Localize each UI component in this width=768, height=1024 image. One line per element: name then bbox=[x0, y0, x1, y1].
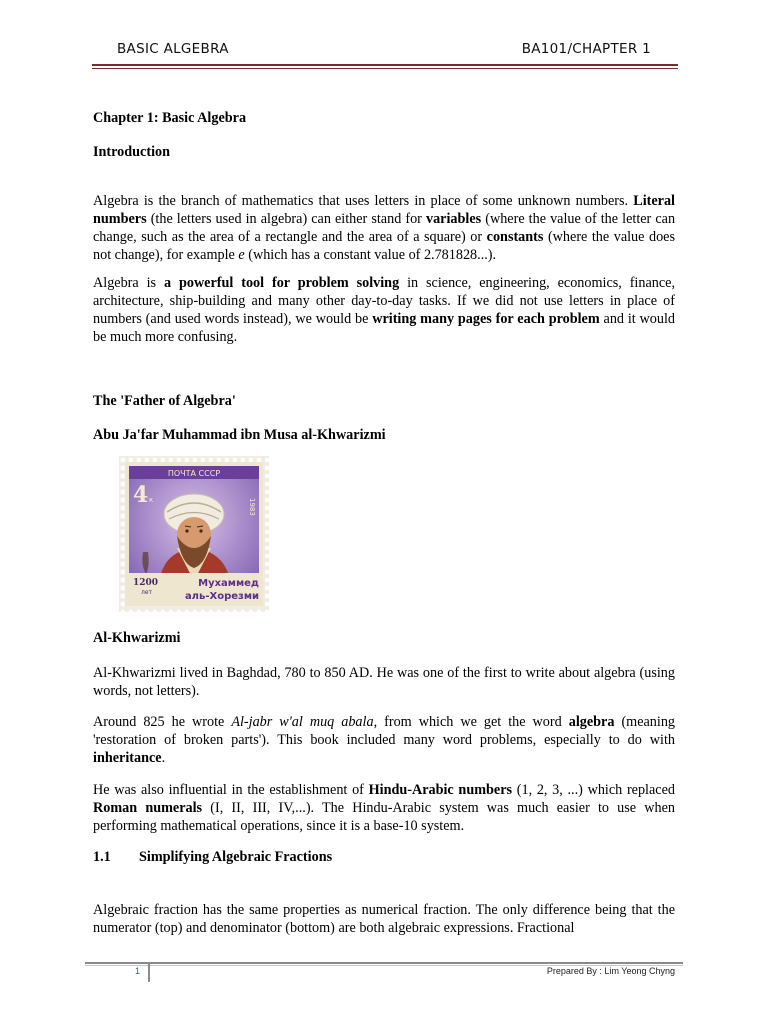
term-inheritance: inheritance bbox=[93, 750, 162, 766]
header-rule-thin bbox=[92, 68, 678, 69]
stamp-top-text: ПОЧТА СССР bbox=[167, 469, 221, 478]
emphasis-text: a powerful tool for problem solving bbox=[163, 275, 400, 291]
text-run: in science, engineering, economics, finance, architecture, ship-building and many other day-to-day tasks. If we did not use letters in place of numbers (and used words instead), we would be bbox=[93, 275, 676, 327]
text-run: and it would be much more confusing. bbox=[93, 311, 676, 345]
text-run: Around 825 he wrote bbox=[93, 714, 225, 730]
text-run: (meaning 'restoration of broken parts'). This book included many word problems, especially to do with bbox=[93, 714, 676, 748]
text-run: . bbox=[161, 750, 166, 766]
chapter-title: Chapter 1: Basic Algebra bbox=[93, 110, 247, 126]
person-name-heading: Abu Ja'far Muhammad ibn Musa al-Khwarizmi bbox=[93, 427, 386, 443]
alkhwarizmi-heading: Al-Khwarizmi bbox=[93, 630, 181, 646]
text-run: Algebra is bbox=[93, 275, 157, 291]
stamp-anniversary-unit: лет bbox=[141, 589, 153, 596]
emphasis-text: writing many pages for each problem bbox=[372, 311, 600, 327]
text-run: (1, 2, 3, ...) which replaced bbox=[516, 782, 675, 798]
text-run: Algebra is the branch of mathematics that uses letters in place of some unknown numbers. bbox=[93, 193, 629, 209]
text-run: (where the value does not change), for example bbox=[93, 229, 675, 263]
header-rule bbox=[92, 64, 678, 66]
alkhwarizmi-paragraph-2 bbox=[93, 713, 675, 767]
text-run: He was also influential in the establishment of bbox=[93, 782, 364, 798]
section-paragraph-1: Algebraic fraction has the same properties as numerical fraction. The only difference being that the numerator (top) and denominator (bottom) are both algebraic expressions. Fractional bbox=[93, 902, 675, 936]
stamp-value-unit: к bbox=[149, 496, 154, 504]
text-run: (where the value of the letter can change, such as the area of a rectangle and the area of a square) or bbox=[93, 211, 676, 245]
text-run: , from which we get the word bbox=[373, 714, 562, 730]
alkhwarizmi-paragraph-3 bbox=[93, 781, 675, 835]
constant-e: e bbox=[238, 247, 245, 263]
stamp-anniversary: 1200 bbox=[133, 578, 159, 588]
book-title: Al-jabr w'al muq abala bbox=[231, 714, 374, 730]
father-heading: The 'Father of Algebra' bbox=[93, 393, 236, 409]
stamp-name-line2: аль-Хорезми bbox=[184, 591, 259, 602]
postage-stamp-image bbox=[119, 456, 269, 612]
footer-separator bbox=[148, 962, 150, 982]
running-header-right: BA101/CHAPTER 1 bbox=[521, 41, 651, 57]
running-header-left: BASIC ALGEBRA bbox=[117, 41, 229, 57]
intro-paragraph-1 bbox=[93, 192, 675, 264]
introduction-heading: Introduction bbox=[93, 144, 170, 160]
stamp-year: 1983 bbox=[248, 498, 256, 516]
footer-rule bbox=[85, 962, 683, 964]
section-title: Simplifying Algebraic Fractions bbox=[139, 849, 333, 865]
prepared-by: Prepared By : Lim Yeong Chyng bbox=[546, 966, 675, 976]
section-number: 1.1 bbox=[93, 849, 111, 865]
text-run: (the letters used in algebra) can either stand for bbox=[150, 211, 422, 227]
stamp-value: 4 bbox=[133, 482, 149, 508]
intro-paragraph-2 bbox=[93, 274, 675, 346]
term-variables: variables bbox=[425, 211, 482, 227]
term-roman-numerals: Roman numerals bbox=[93, 800, 203, 816]
alkhwarizmi-paragraph-1: Al-Khwarizmi lived in Baghdad, 780 to 850 AD. He was one of the first to write about algebra (using words, not letters). bbox=[93, 665, 675, 699]
term-constants: constants bbox=[486, 229, 544, 245]
text-run: (I, II, III, IV,...). The Hindu-Arabic system was much easier to use when performing mathematical operations, since it is a base-10 system. bbox=[93, 800, 675, 834]
stamp-name-line1: Мухаммед bbox=[198, 578, 259, 589]
page-number: 1 bbox=[135, 966, 141, 976]
term-literal-numbers: Literal numbers bbox=[93, 193, 675, 227]
term-algebra: algebra bbox=[568, 714, 615, 730]
text-run: (which has a constant value of 2.781828...). bbox=[248, 247, 497, 263]
term-hindu-arabic-numbers: Hindu-Arabic numbers bbox=[368, 782, 513, 798]
